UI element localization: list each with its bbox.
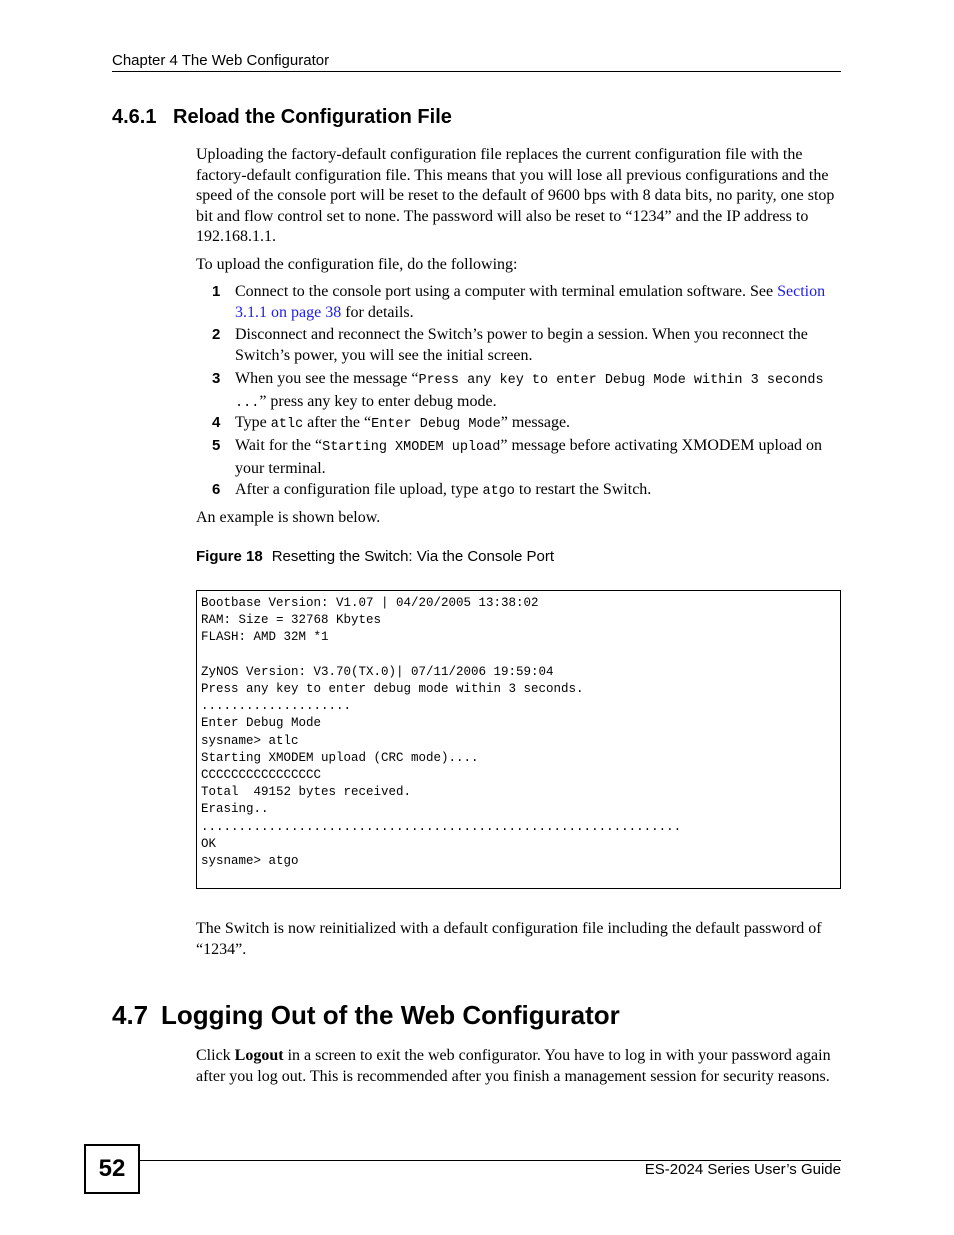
example-lead-paragraph: An example is shown below. — [196, 509, 381, 526]
inline-code: Enter Debug Mode — [371, 417, 501, 432]
logout-text: Click — [196, 1047, 235, 1064]
inline-code: atlc — [270, 417, 304, 432]
figure-caption — [196, 548, 554, 565]
step-4 — [196, 413, 846, 436]
section-number: 4.7 — [112, 1000, 149, 1030]
step-2 — [196, 325, 846, 366]
step-text: ” message before activating XMODEM upload on your terminal. — [235, 437, 823, 477]
step-text: When you see the message “ — [235, 370, 419, 387]
console-output-figure — [196, 590, 841, 889]
page-number: 52 — [84, 1144, 140, 1194]
step-text: Type — [235, 414, 271, 431]
step-text: ” press any key to enter debug mode. — [259, 392, 497, 410]
step-number: 1 — [212, 283, 221, 300]
step-text: Disconnect and reconnect the Switch’s power to begin a session. When you reconnect the Switch’s power, you will see the initial screen. — [235, 326, 808, 364]
step-1 — [196, 282, 846, 323]
header-rule — [112, 71, 841, 72]
section-title: Reload the Configuration File — [173, 106, 452, 128]
step-text: After a configuration file upload, type — [235, 481, 483, 498]
step-text: after the “ — [303, 414, 372, 431]
logout-paragraph — [196, 1046, 846, 1087]
inline-code: Starting XMODEM upload — [322, 440, 501, 455]
step-3 — [196, 369, 846, 414]
running-header: Chapter 4 The Web Configurator — [112, 52, 330, 69]
section-heading-4-6-1 — [112, 106, 452, 129]
step-5 — [196, 436, 846, 479]
logout-term: Logout — [234, 1047, 284, 1064]
figure-label: Figure 18 — [196, 548, 263, 565]
step-text: for details. — [341, 303, 414, 321]
section-number: 4.6.1 — [112, 106, 157, 128]
section-heading-4-7 — [112, 1000, 620, 1031]
step-number: 5 — [212, 437, 221, 454]
footer-guide-title: ES-2024 Series User’s Guide — [644, 1161, 841, 1178]
step-6 — [196, 480, 846, 503]
step-number: 6 — [212, 481, 221, 498]
step-text: ” message. — [500, 414, 571, 431]
section-title: Logging Out of the Web Configurator — [161, 1000, 620, 1030]
upload-lead-paragraph: To upload the configuration file, do the following: — [196, 256, 518, 273]
step-text: Connect to the console port using a computer with terminal emulation software. See — [235, 283, 778, 300]
step-number: 2 — [212, 326, 221, 343]
inline-code: Press any key to enter Debug Mode within 3 seconds ... — [235, 373, 824, 411]
console-output-text: Bootbase Version: V1.07 | 04/20/2005 13:38:02 RAM: Size = 32768 Kbytes FLASH: AMD 32M *1 ZyNOS Version: V3.70(TX.0)| 07/11/2006 19:59:04 Press any key to enter debug mode within 3 seconds. .................... Enter Debug Mode sysname> atlc Starting XMODEM upload (CRC mode).... CCCCCCCCCCCCCCCC Total 49152 bytes received. Erasing.. ................................................................ OK sysname> atgo — [201, 596, 682, 869]
figure-caption-text: Resetting the Switch: Via the Console Port — [271, 548, 555, 565]
inline-code: atgo — [482, 484, 515, 499]
step-text: Wait for the “ — [235, 437, 323, 454]
after-figure-paragraph: The Switch is now reinitialized with a default configuration file including the default password of “1234”. — [196, 920, 822, 958]
intro-paragraph: Uploading the factory-default configuration file replaces the current configuration file with the factory-default configuration file. This means that you will lose all previous configurations and the speed of the console port will be reset to the default of 9600 bps with 8 data bits, no parity, one stop bit and flow control set to none. The password will also be reset to “1234” and the IP address to 192.168.1.1. — [196, 146, 835, 245]
logout-text: in a screen to exit the web configurator. You have to log in with your password again after you log out. This is recommended after you finish a management session for security reasons. — [196, 1047, 831, 1085]
step-number: 4 — [212, 414, 221, 431]
section-3-1-1-link[interactable]: Section 3.1.1 on page 38 — [235, 283, 826, 321]
step-number: 3 — [212, 370, 221, 387]
step-text: to restart the Switch. — [514, 481, 652, 498]
